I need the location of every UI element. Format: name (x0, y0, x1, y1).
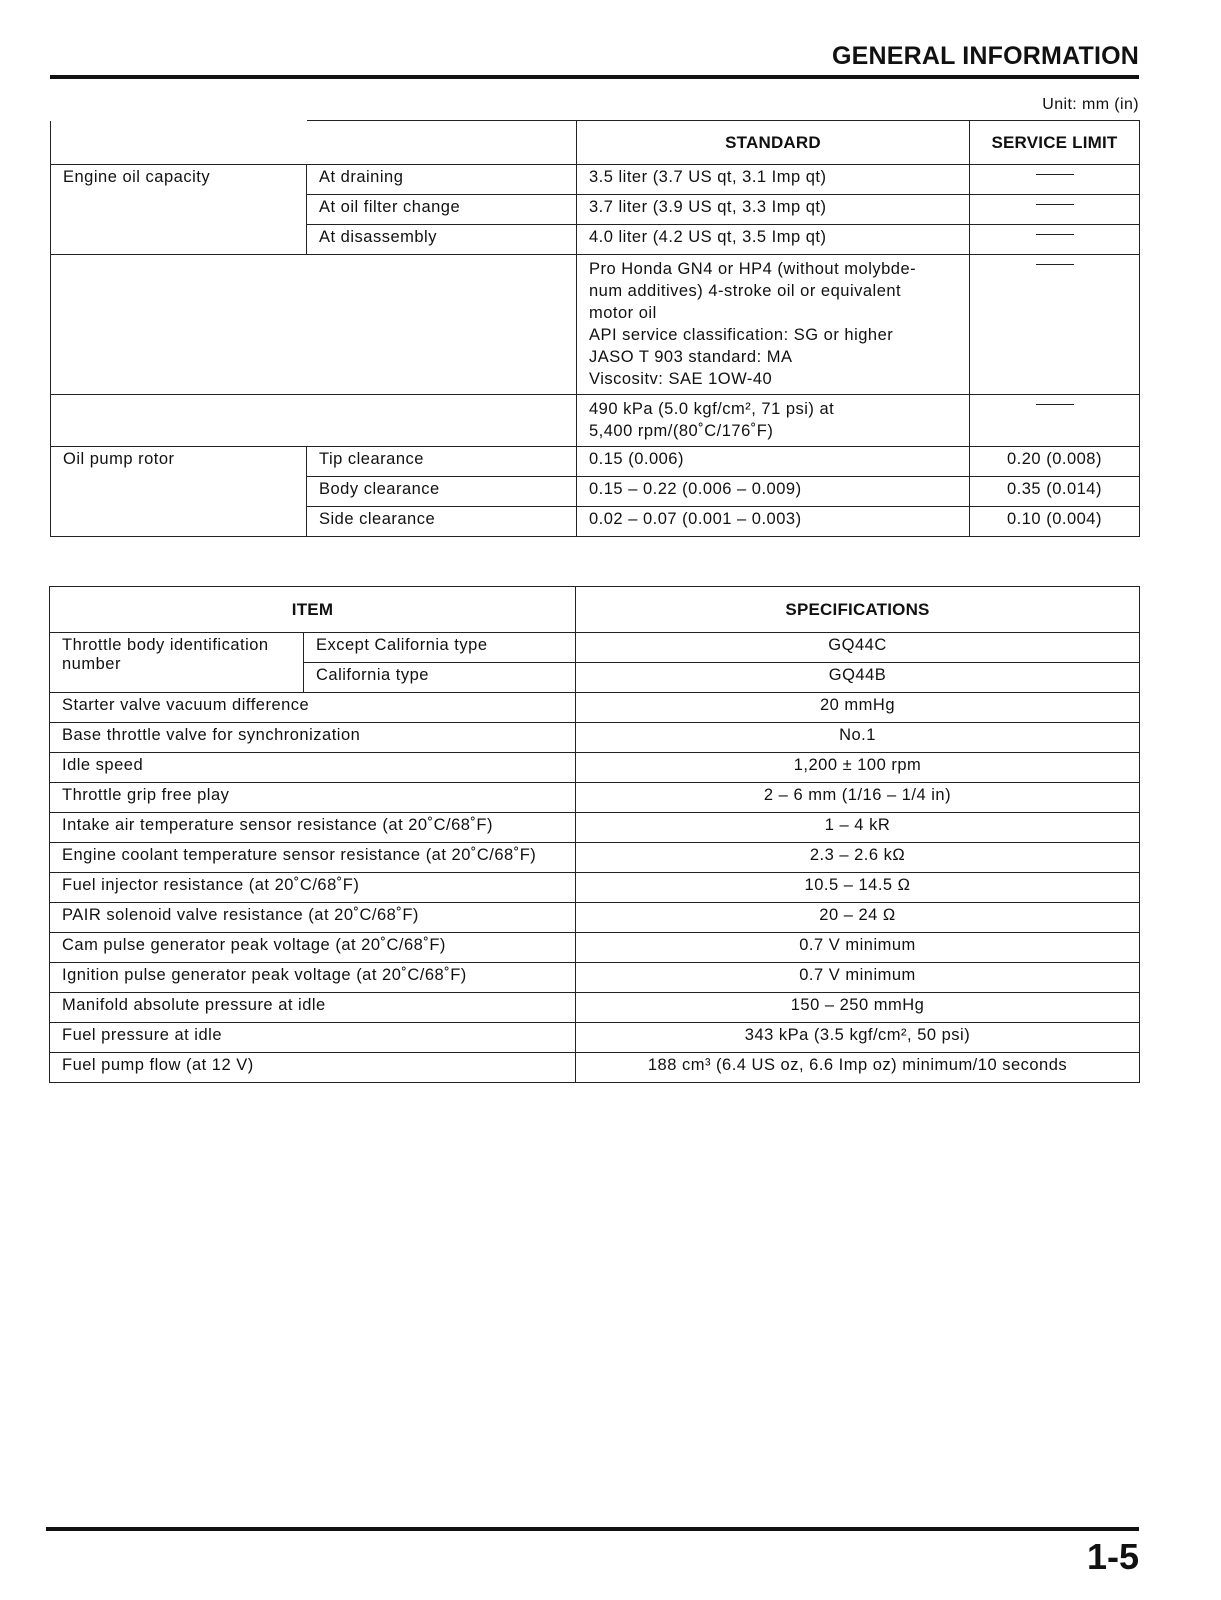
column-header-item: ITEM (50, 587, 576, 633)
spec-item-label: Base throttle valve for synchronization (50, 723, 576, 753)
spec-item-value: 2.3 – 2.6 kΩ (576, 843, 1140, 873)
service-limit-dash (970, 195, 1140, 225)
recommended-oil-line: API service classification: SG or higher (589, 326, 894, 344)
engine-oil-capacity-label: Engine oil capacity (51, 165, 307, 255)
spec-item-label: Idle speed (50, 753, 576, 783)
recommended-oil-spec (577, 255, 970, 395)
table1-blank-header (307, 121, 577, 165)
rotor-row-standard: 0.15 (0.006) (577, 447, 970, 477)
fuel-system-spec-table (49, 586, 1140, 1083)
service-limit-dash (970, 255, 1140, 395)
spec-item-value: 10.5 – 14.5 Ω (576, 873, 1140, 903)
spec-item-value: 2 – 6 mm (1/16 – 1/4 in) (576, 783, 1140, 813)
capacity-row-standard: 3.7 liter (3.9 US qt, 3.3 Imp qt) (577, 195, 970, 225)
rotor-row-limit: 0.35 (0.014) (970, 477, 1140, 507)
spec-item-label: Ignition pulse generator peak voltage (at 20˚C/68˚F) (50, 963, 576, 993)
footer-rule (46, 1527, 1139, 1531)
spec-item-label: Fuel pump flow (at 12 V) (50, 1053, 576, 1083)
recommended-oil-line: num additives) 4-stroke oil or equivalent (589, 282, 902, 300)
spec-item-label: Throttle grip free play (50, 783, 576, 813)
capacity-row-standard: 3.5 liter (3.7 US qt, 3.1 Imp qt) (577, 165, 970, 195)
capacity-row-label: At draining (307, 165, 577, 195)
spec-item-label: PAIR solenoid valve resistance (at 20˚C/68˚F) (50, 903, 576, 933)
recommended-oil-line: JASO T 903 standard: MA (589, 348, 793, 366)
rotor-row-standard: 0.02 – 0.07 (0.001 – 0.003) (577, 507, 970, 537)
capacity-row-label: At disassembly (307, 225, 577, 255)
oil-pressure-spec (577, 395, 970, 447)
recommended-oil-label (51, 255, 577, 395)
page-number: 1-5 (1086, 1536, 1139, 1577)
spec-item-label: Starter valve vacuum difference (50, 693, 576, 723)
spec-item-value: 20 – 24 Ω (576, 903, 1140, 933)
spec-item-value: 20 mmHg (576, 693, 1140, 723)
spec-item-label: Fuel pressure at idle (50, 1023, 576, 1053)
throttle-type-spec: GQ44C (576, 633, 1140, 663)
rotor-row-limit: 0.20 (0.008) (970, 447, 1140, 477)
service-limit-dash (970, 395, 1140, 447)
table1-blank-header (51, 121, 307, 165)
rotor-row-limit: 0.10 (0.004) (970, 507, 1140, 537)
recommended-oil-line: motor oil (589, 304, 657, 322)
spec-item-value: 1,200 ± 100 rpm (576, 753, 1140, 783)
spec-item-value: 1 – 4 kR (576, 813, 1140, 843)
unit-label: Unit: mm (in) (1042, 96, 1139, 113)
recommended-oil-line: Pro Honda GN4 or HP4 (without molybde- (589, 260, 917, 278)
lubrication-spec-table (50, 120, 1140, 537)
spec-item-label: Fuel injector resistance (at 20˚C/68˚F) (50, 873, 576, 903)
spec-item-label: Intake air temperature sensor resistance (at 20˚C/68˚F) (50, 813, 576, 843)
spec-item-label: Engine coolant temperature sensor resistance (at 20˚C/68˚F) (50, 843, 576, 873)
recommended-oil-line: Viscositv: SAE 1OW-40 (589, 370, 773, 388)
oil-pump-rotor-label: Oil pump rotor (51, 447, 307, 537)
spec-item-value: 0.7 V minimum (576, 933, 1140, 963)
capacity-row-label: At oil filter change (307, 195, 577, 225)
rotor-row-standard: 0.15 – 0.22 (0.006 – 0.009) (577, 477, 970, 507)
spec-item-value: 0.7 V minimum (576, 963, 1140, 993)
service-limit-dash (970, 225, 1140, 255)
service-limit-dash (970, 165, 1140, 195)
rotor-row-label: Tip clearance (307, 447, 577, 477)
throttle-type-label: Except California type (304, 633, 576, 663)
spec-item-label: Cam pulse generator peak voltage (at 20˚C/68˚F) (50, 933, 576, 963)
column-header-service-limit: SERVICE LIMIT (970, 121, 1140, 165)
column-header-specifications: SPECIFICATIONS (576, 587, 1140, 633)
oil-pressure-line: 5,400 rpm/(80˚C/176˚F) (589, 422, 774, 440)
spec-item-value: 188 cm³ (6.4 US oz, 6.6 Imp oz) minimum/10 seconds (576, 1053, 1140, 1083)
column-header-standard: STANDARD (577, 121, 970, 165)
throttle-body-id-label: Throttle body identification number (50, 633, 304, 693)
spec-item-value: 150 – 250 mmHg (576, 993, 1140, 1023)
throttle-type-label: California type (304, 663, 576, 693)
rotor-row-label: Body clearance (307, 477, 577, 507)
header-rule (50, 75, 1139, 79)
throttle-type-spec: GQ44B (576, 663, 1140, 693)
capacity-row-standard: 4.0 liter (4.2 US qt, 3.5 Imp qt) (577, 225, 970, 255)
oil-pressure-line: 490 kPa (5.0 kgf/cm², 71 psi) at (589, 400, 835, 418)
oil-pressure-label (51, 395, 577, 447)
spec-item-value: No.1 (576, 723, 1140, 753)
spec-item-label: Manifold absolute pressure at idle (50, 993, 576, 1023)
page-section-title: GENERAL INFORMATION (831, 42, 1139, 70)
rotor-row-label: Side clearance (307, 507, 577, 537)
spec-item-value: 343 kPa (3.5 kgf/cm², 50 psi) (576, 1023, 1140, 1053)
